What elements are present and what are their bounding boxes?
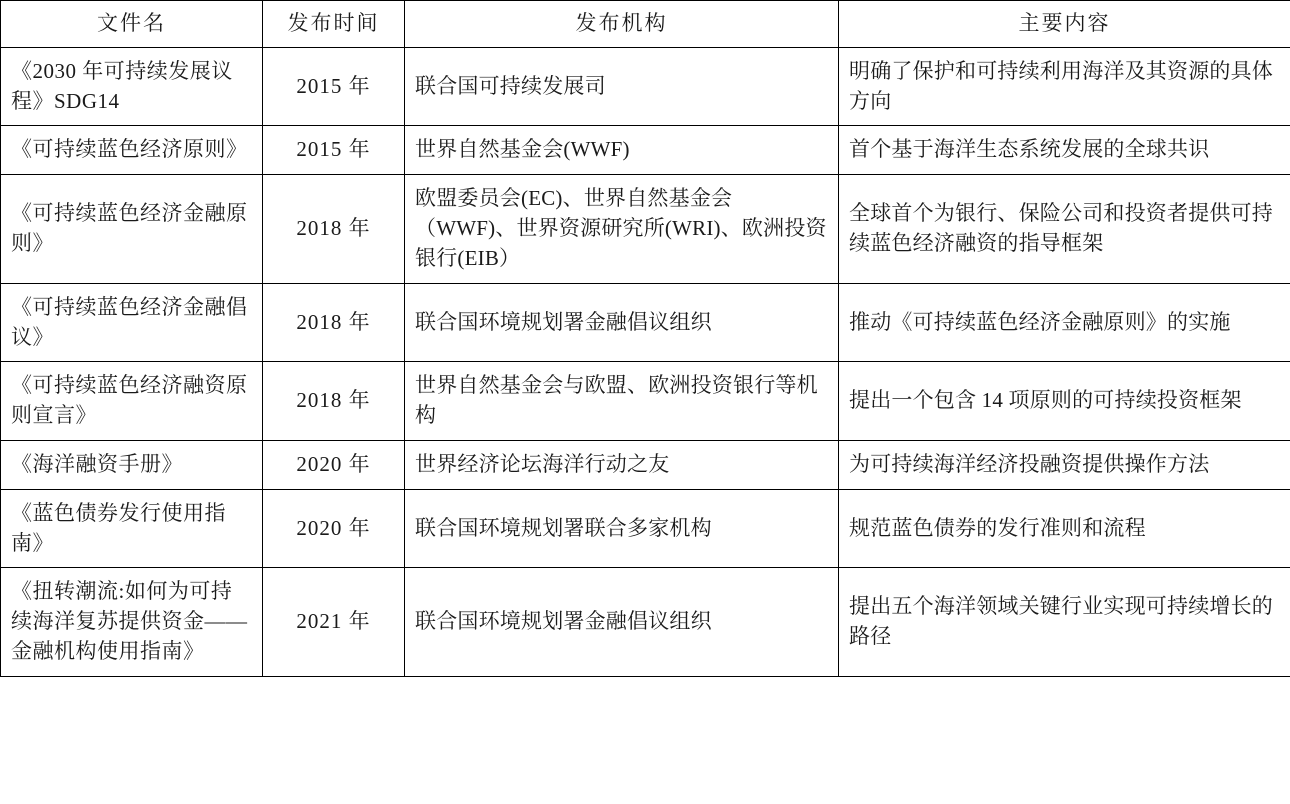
cell-document-name: 《扭转潮流:如何为可持续海洋复苏提供资金——金融机构使用指南》 <box>1 568 263 676</box>
cell-publish-date: 2018 年 <box>263 283 405 362</box>
cell-document-name: 《蓝色债券发行使用指南》 <box>1 489 263 568</box>
cell-publisher: 联合国可持续发展司 <box>405 47 839 126</box>
cell-publisher: 世界自然基金会(WWF) <box>405 126 839 175</box>
column-header-content: 主要内容 <box>839 1 1290 48</box>
cell-document-name: 《可持续蓝色经济金融原则》 <box>1 175 263 283</box>
cell-main-content: 提出五个海洋领域关键行业实现可持续增长的路径 <box>839 568 1290 676</box>
cell-main-content: 全球首个为银行、保险公司和投资者提供可持续蓝色经济融资的指导框架 <box>839 175 1290 283</box>
table-row <box>1 175 1290 283</box>
cell-document-name: 《海洋融资手册》 <box>1 440 263 489</box>
cell-publish-date: 2015 年 <box>263 47 405 126</box>
table-row <box>1 440 1290 489</box>
cell-document-name: 《可持续蓝色经济融资原则宣言》 <box>1 362 263 441</box>
cell-publish-date: 2020 年 <box>263 440 405 489</box>
cell-main-content: 明确了保护和可持续利用海洋及其资源的具体方向 <box>839 47 1290 126</box>
cell-document-name: 《可持续蓝色经济原则》 <box>1 126 263 175</box>
cell-publish-date: 2021 年 <box>263 568 405 676</box>
table-row <box>1 47 1290 126</box>
cell-publisher: 欧盟委员会(EC)、世界自然基金会（WWF)、世界资源研究所(WRI)、欧洲投资银行(EIB） <box>405 175 839 283</box>
table-header <box>1 1 1290 48</box>
cell-publish-date: 2018 年 <box>263 362 405 441</box>
cell-publish-date: 2015 年 <box>263 126 405 175</box>
cell-publisher: 联合国环境规划署联合多家机构 <box>405 489 839 568</box>
cell-main-content: 推动《可持续蓝色经济金融原则》的实施 <box>839 283 1290 362</box>
cell-publish-date: 2018 年 <box>263 175 405 283</box>
column-header-org: 发布机构 <box>405 1 839 48</box>
table-row <box>1 568 1290 676</box>
cell-publisher: 世界经济论坛海洋行动之友 <box>405 440 839 489</box>
cell-publisher: 联合国环境规划署金融倡议组织 <box>405 283 839 362</box>
cell-document-name: 《2030 年可持续发展议程》SDG14 <box>1 47 263 126</box>
cell-main-content: 规范蓝色债券的发行准则和流程 <box>839 489 1290 568</box>
table-row <box>1 126 1290 175</box>
cell-publisher: 世界自然基金会与欧盟、欧洲投资银行等机构 <box>405 362 839 441</box>
table-row <box>1 362 1290 441</box>
cell-publisher: 联合国环境规划署金融倡议组织 <box>405 568 839 676</box>
cell-document-name: 《可持续蓝色经济金融倡议》 <box>1 283 263 362</box>
cell-main-content: 为可持续海洋经济投融资提供操作方法 <box>839 440 1290 489</box>
table-body <box>1 47 1290 676</box>
cell-main-content: 首个基于海洋生态系统发展的全球共识 <box>839 126 1290 175</box>
table-row <box>1 489 1290 568</box>
table-row <box>1 283 1290 362</box>
column-header-name: 文件名 <box>1 1 263 48</box>
column-header-date: 发布时间 <box>263 1 405 48</box>
cell-publish-date: 2020 年 <box>263 489 405 568</box>
cell-main-content: 提出一个包含 14 项原则的可持续投资框架 <box>839 362 1290 441</box>
table-header-row <box>1 1 1290 48</box>
